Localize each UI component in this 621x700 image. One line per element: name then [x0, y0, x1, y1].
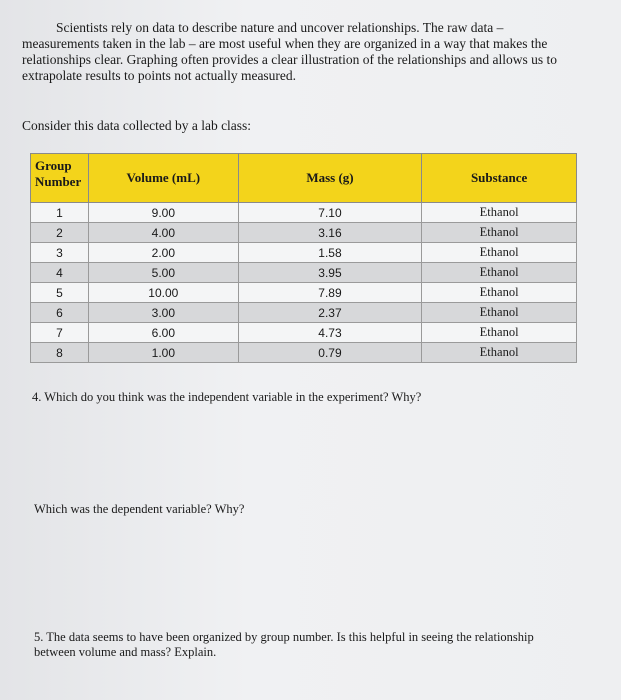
cell-volume: 5.00	[88, 263, 238, 283]
cell-volume: 9.00	[88, 203, 238, 223]
cell-group: 7	[31, 323, 89, 343]
cell-volume: 10.00	[88, 283, 238, 303]
cell-volume: 2.00	[88, 243, 238, 263]
consider-text: Consider this data collected by a lab class:	[22, 118, 252, 133]
intro-paragraph	[22, 20, 607, 84]
cell-mass: 2.37	[238, 303, 422, 323]
question-4: 4. Which do you think was the independent variable in the experiment? Why?	[32, 390, 422, 404]
cell-group: 1	[31, 203, 89, 223]
cell-mass: 1.58	[238, 243, 422, 263]
header-mass: Mass (g)	[238, 154, 422, 203]
cell-mass: 7.10	[238, 203, 422, 223]
table-header-row	[31, 154, 577, 203]
cell-mass: 4.73	[238, 323, 422, 343]
cell-substance: Ethanol	[422, 243, 577, 263]
table-row	[31, 263, 577, 283]
cell-group: 4	[31, 263, 89, 283]
cell-substance: Ethanol	[422, 263, 577, 283]
cell-group: 3	[31, 243, 89, 263]
data-table	[30, 153, 577, 363]
question-dependent-variable: Which was the dependent variable? Why?	[34, 502, 245, 516]
cell-volume: 1.00	[88, 343, 238, 363]
cell-volume: 4.00	[88, 223, 238, 243]
cell-substance: Ethanol	[422, 203, 577, 223]
cell-group: 2	[31, 223, 89, 243]
table-row	[31, 243, 577, 263]
cell-substance: Ethanol	[422, 283, 577, 303]
cell-group: 5	[31, 283, 89, 303]
intro-line-3: relationships clear. Graphing often provides a clear illustration of the relationships and allows us to	[22, 52, 557, 67]
question-5-line-2: between volume and mass? Explain.	[34, 645, 217, 659]
cell-volume: 3.00	[88, 303, 238, 323]
cell-substance: Ethanol	[422, 343, 577, 363]
cell-mass: 7.89	[238, 283, 422, 303]
cell-substance: Ethanol	[422, 323, 577, 343]
question-5-line-1: 5. The data seems to have been organized by group number. Is this helpful in seeing the relationship	[34, 630, 534, 644]
header-group-number: Group Number	[31, 154, 89, 203]
table-row	[31, 203, 577, 223]
cell-substance: Ethanol	[422, 303, 577, 323]
cell-mass: 0.79	[238, 343, 422, 363]
intro-line-4: extrapolate results to points not actually measured.	[22, 68, 297, 83]
cell-substance: Ethanol	[422, 223, 577, 243]
cell-mass: 3.16	[238, 223, 422, 243]
table-row	[31, 343, 577, 363]
cell-volume: 6.00	[88, 323, 238, 343]
intro-line-1: Scientists rely on data to describe nature and uncover relationships. The raw data –	[56, 20, 504, 35]
intro-line-2: measurements taken in the lab – are most useful when they are organized in a way that makes the	[22, 36, 548, 51]
question-5	[34, 630, 604, 660]
header-volume: Volume (mL)	[88, 154, 238, 203]
header-substance: Substance	[422, 154, 577, 203]
table-row	[31, 303, 577, 323]
cell-group: 6	[31, 303, 89, 323]
table-row	[31, 283, 577, 303]
cell-mass: 3.95	[238, 263, 422, 283]
table-row	[31, 323, 577, 343]
cell-group: 8	[31, 343, 89, 363]
table-row	[31, 223, 577, 243]
